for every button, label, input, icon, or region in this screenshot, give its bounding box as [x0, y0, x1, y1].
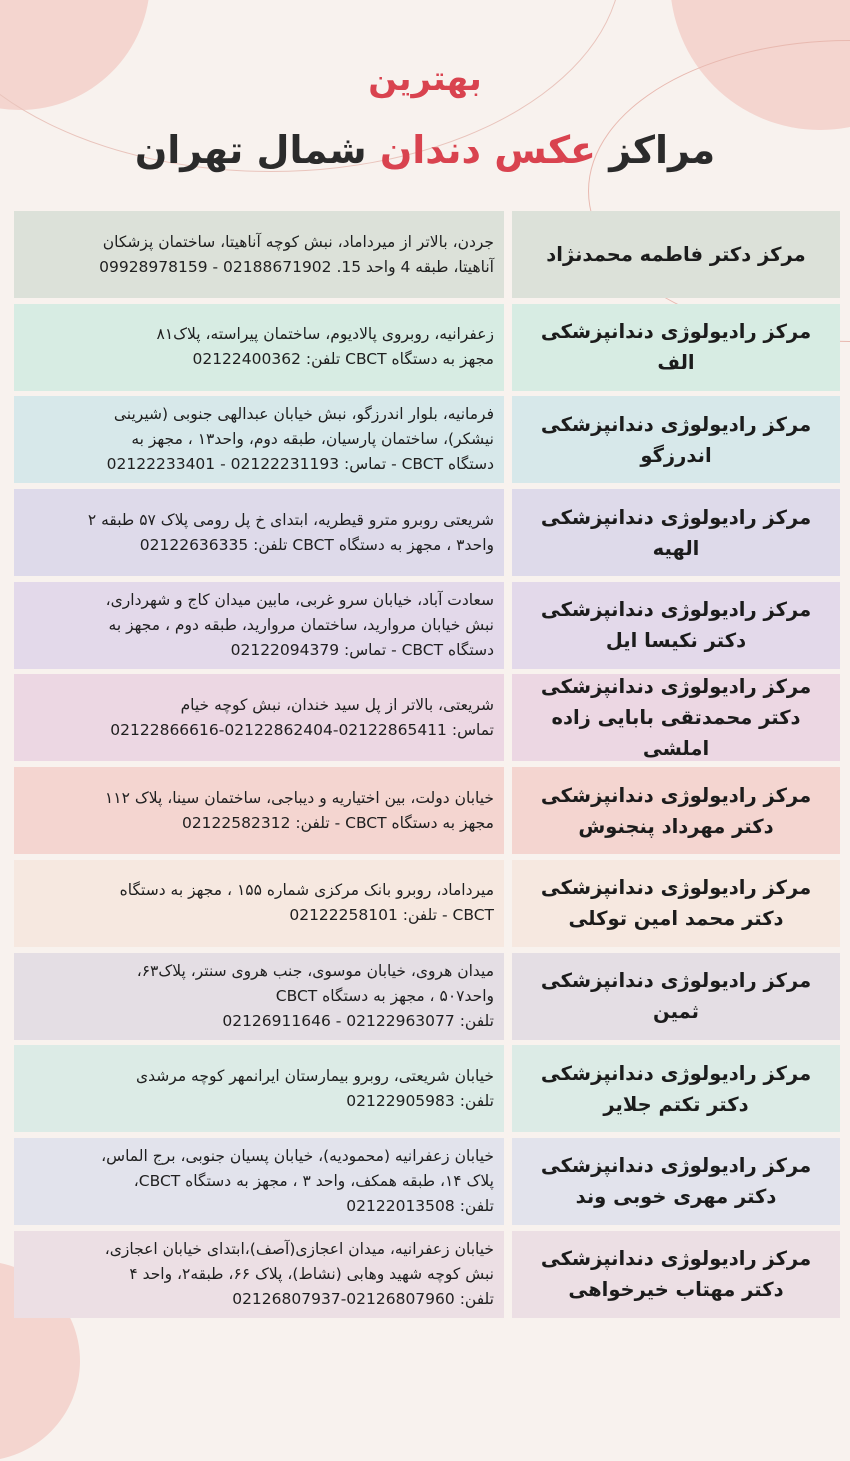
address-line: نبش خیابان مروارید، ساختمان مروارید، طبقه دوم ، مجهز به [108, 615, 494, 634]
address-line: آناهیتا، طبقه 4 واحد 15. 02188671902 - 09928978159 [99, 257, 494, 276]
address-line: خیابان دولت، بین اختیاریه و دیباجی، ساختمان سینا، پلاک ۱۱۲ [104, 788, 494, 807]
address-line: تلفن: 02122963077 - 02126911646 [222, 1011, 494, 1030]
title-prefix: مراکز [609, 128, 716, 172]
address-line: پلاک ۱۴، طبقه همکف، واحد ۳ ، مجهز به دستگاه CBCT، [133, 1171, 494, 1190]
center-address [14, 211, 504, 298]
center-name: مرکز رادیولوژی دندانپزشکی دکتر مهرداد پنجنوش [512, 767, 840, 854]
address-line: خیابان زعفرانیه (محمودیه)، خیابان پسیان جنوبی، برج الماس، [101, 1146, 494, 1165]
address-line: مجهز به دستگاه CBCT تلفن: 02122400362 [192, 350, 494, 369]
center-address [14, 1045, 504, 1132]
center-address [14, 396, 504, 483]
address-line: فرمانیه، بلوار اندرزگو، نبش خیابان عبدالهی جنوبی (شیرینی [113, 405, 494, 424]
address-line: خیابان زعفرانیه، میدان اعجازی(آصف)،ابتدای خیابان اعجازی، [104, 1239, 494, 1258]
address-line: دستگاه CBCT - تماس: 02122231193 - 02122233401 [106, 455, 494, 474]
list-item [14, 304, 840, 391]
address-line: نبش کوچه شهید وهابی (نشاط)، پلاک ۶۶، طبقه۲، واحد ۴ [129, 1264, 494, 1283]
address-line: واحد۳ ، مجهز به دستگاه CBCT تلفن: 02122636335 [139, 535, 494, 554]
center-name: مرکز رادیولوژی دندانپزشکی دکتر تکتم جلایر [512, 1045, 840, 1132]
address-line: تلفن: 02126807960-02126807937 [232, 1289, 494, 1308]
center-address [14, 1138, 504, 1225]
title-suffix: شمال تهران [134, 128, 367, 172]
address-line: تلفن: 02122905983 [346, 1091, 494, 1110]
list-item [14, 396, 840, 483]
center-address [14, 674, 504, 761]
list-item [14, 582, 840, 669]
center-name: مرکز رادیولوژی دندانپزشکی ثمین [512, 953, 840, 1040]
center-address [14, 767, 504, 854]
list-item [14, 1231, 840, 1318]
center-name: مرکز رادیولوژی دندانپزشکی دکتر مهری خوبی وند [512, 1138, 840, 1225]
center-name: مرکز رادیولوژی دندانپزشکی دکتر محمد امین توکلی [512, 860, 840, 947]
list-item [14, 1045, 840, 1132]
center-address [14, 304, 504, 391]
list-item [14, 860, 840, 947]
center-address [14, 582, 504, 669]
address-line: تماس: 02122865411-02122862404-02122866616 [110, 720, 494, 739]
center-address [14, 860, 504, 947]
address-line: مجهز به دستگاه CBCT - تلفن: 02122582312 [181, 813, 494, 832]
center-name: مرکز رادیولوژی دندانپزشکی اندرزگو [512, 396, 840, 483]
list-item [14, 953, 840, 1040]
address-line: CBCT - تلفن: 02122258101 [289, 906, 494, 925]
center-address [14, 489, 504, 576]
address-line: خیابان شریعتی، روبرو بیمارستان ایرانمهر کوچه مرشدی [136, 1066, 494, 1085]
page-header [0, 56, 850, 176]
address-line: زعفرانیه، روبروی پالادیوم، ساختمان پیراسته، پلاک۸۱ [156, 325, 494, 344]
list-item [14, 211, 840, 298]
address-line: تلفن: 02122013508 [346, 1196, 494, 1215]
center-name: مرکز رادیولوژی دندانپزشکی دکتر مهتاب خیرخواهی [512, 1231, 840, 1318]
address-line: میرداماد، روبرو بانک مرکزی شماره ۱۵۵ ، مجهز به دستگاه [119, 881, 494, 900]
center-name: مرکز دکتر فاطمه محمدنژاد [512, 211, 840, 298]
address-line: میدان هروی، خیابان موسوی، جنب هروی سنتر، پلاک۶۳، [136, 961, 494, 980]
list-item [14, 489, 840, 576]
address-line: نیشکر)، ساختمان پارسیان، طبقه دوم، واحد۱۳ ، مجهز به [131, 430, 494, 449]
centers-list [14, 211, 840, 1323]
center-name: مرکز رادیولوژی دندانپزشکی الهیه [512, 489, 840, 576]
title-top: بهترین [368, 59, 482, 99]
center-name: مرکز رادیولوژی دندانپزشکی دکتر نکیسا ایل [512, 582, 840, 669]
address-line: شریعتی، بالاتر از پل سید خندان، نبش کوچه خیام [180, 695, 494, 714]
center-name: مرکز رادیولوژی دندانپزشکی الف [512, 304, 840, 391]
list-item [14, 674, 840, 761]
address-line: سعادت آباد، خیابان سرو غربی، مابین میدان کاج و شهرداری، [105, 590, 494, 609]
center-name: مرکز رادیولوژی دندانپزشکی دکتر محمدتقی بابایی زاده املشی [512, 674, 840, 761]
address-line: شریعتی روبرو مترو قیطریه، ابتدای خ پل رومی پلاک ۵۷ طبقه ۲ [87, 510, 494, 529]
center-address [14, 1231, 504, 1318]
page-title [0, 124, 850, 176]
address-line: جردن، بالاتر از میرداماد، نبش کوچه آناهیتا، ساختمان پزشکان [102, 232, 494, 251]
address-line: دستگاه CBCT - تماس: 02122094379 [230, 640, 494, 659]
address-line: واحد۵۰۷ ، مجهز به دستگاه CBCT [275, 986, 494, 1005]
list-item [14, 767, 840, 854]
title-highlight: عکس دندان [379, 128, 597, 172]
list-item [14, 1138, 840, 1225]
center-address [14, 953, 504, 1040]
